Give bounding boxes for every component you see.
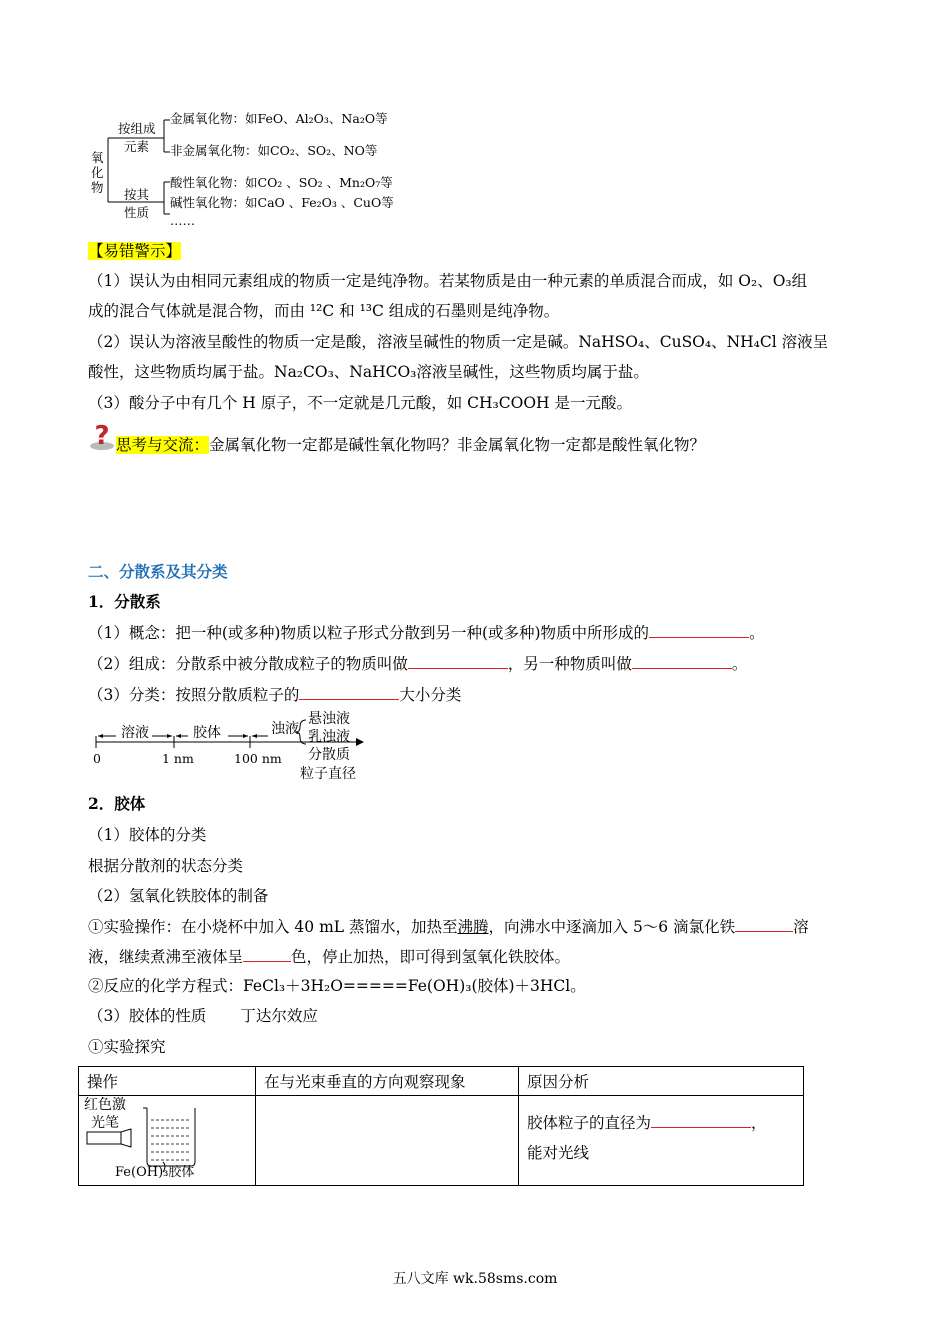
table-row: [79, 1096, 804, 1186]
reason-line-2: 能对光线: [527, 1144, 590, 1162]
laser-label-1: 红色激: [84, 1097, 126, 1113]
colloid-c6: ②反应的化学方程式：FeCl₃＋3H₂O=====Fe(OH)₃(胶体)＋3HCl。: [88, 977, 586, 995]
colloid-heading: 2．胶体: [88, 794, 146, 813]
metal-oxide-item: 金属氧化物：如FeO、Al₂O₃、Na₂O等: [170, 111, 388, 126]
blank-2[interactable]: [408, 652, 508, 669]
header-operation: 操作: [79, 1067, 256, 1096]
colloid-label: 胶体: [193, 725, 221, 741]
blank-6[interactable]: [243, 945, 291, 962]
colloid-c7: （3）胶体的性质 丁达尔效应: [88, 1007, 318, 1025]
tick-1nm: 1 nm: [162, 751, 194, 766]
warning-p2a: （2）误认为溶液呈酸性的物质一定是酸，溶液呈碱性的物质一定是碱。NaHSO₄、CuSO₄、NH₄Cl 溶液呈: [88, 333, 829, 351]
colloid-c4: ①实验操作：在小烧杯中加入 40 mL 蒸馏水，加热至沸腾，向沸水中逐滴加入 5～6 滴氯化铁 溶: [88, 915, 809, 938]
question-mark-icon: [88, 422, 116, 452]
warning-p1a: （1）误认为由相同元素组成的物质一定是纯净物。若某物质是由一种元素的单质混合而成，如 O₂、O₃组: [88, 272, 808, 290]
blank-1[interactable]: [649, 621, 749, 638]
colloid-c3: （2）氢氧化铁胶体的制备: [88, 887, 269, 905]
ellipsis-item: ……: [170, 213, 195, 228]
solution-label: 溶液: [121, 725, 149, 741]
classification-line: （3）分类：按照分散质粒子的 大小分类: [88, 683, 461, 706]
warning-p2b: 酸性，这些物质均属于盐。Na₂CO₃、NaHCO₃溶液呈碱性，这些物质均属于盐。: [88, 363, 649, 381]
oxide-root-label: 氧化物: [91, 150, 104, 195]
dispersion-heading: 1．分散系: [88, 592, 161, 611]
basic-oxide-item: 碱性氧化物：如CaO 、Fe₂O₃ 、CuO等: [170, 195, 394, 210]
nonmetal-oxide-item: 非金属氧化物：如CO₂、SO₂、NO等: [170, 143, 378, 158]
warning-p1b: 成的混合气体就是混合物，而由 ¹²C 和 ¹³C 组成的石墨则是纯净物。: [88, 302, 560, 320]
beaker-label: Fe(OH)₃胶体: [115, 1165, 195, 1180]
footer-text: 五八文库 wk.58sms.com: [392, 1271, 558, 1287]
branch2-label-1: 按其: [124, 187, 150, 202]
branch1-label-1: 按组成: [118, 121, 156, 136]
laser-label-2: 光笔: [91, 1115, 119, 1131]
header-phenomenon: 在与光束垂直的方向观察现象: [256, 1067, 519, 1096]
blank-5[interactable]: [735, 915, 793, 932]
reason-line-1: 胶体粒子的直径为 ，: [527, 1108, 795, 1138]
colloid-c2: 根据分散剂的状态分类: [88, 857, 244, 875]
acidic-oxide-item: 酸性氧化物：如CO₂ 、SO₂ 、Mn₂O₇等: [170, 175, 393, 190]
turbid-label: 浊液: [271, 721, 299, 737]
reason-cell: [519, 1096, 804, 1186]
blank-7[interactable]: [651, 1111, 751, 1128]
blank-3[interactable]: [632, 652, 732, 669]
section2-title: 二、分散系及其分类: [88, 563, 228, 581]
think-label: 思考与交流：: [116, 436, 210, 454]
warning-title: 【易错警示】: [88, 242, 182, 260]
branch2-label-2: 性质: [124, 205, 150, 220]
axis-label-2: 粒子直径: [300, 766, 356, 782]
operation-cell: [79, 1096, 256, 1186]
table-header-row: [79, 1067, 804, 1096]
warning-p3: （3）酸分子中有几个 H 原子，不一定就是几元酸，如 CH₃COOH 是一元酸。: [88, 394, 632, 412]
concept-line: （1）概念：把一种(或多种)物质以粒子形式分散到另一种(或多种)物质中所形成的 。: [88, 621, 765, 644]
think-line: [116, 434, 705, 456]
composition-line: （2）组成：分散系中被分散成粒子的物质叫做 ，另一种物质叫做 。: [88, 652, 747, 675]
suspension-label: 悬浊液: [308, 711, 350, 727]
branch1-label-2: 元素: [124, 139, 150, 154]
colloid-c5: 液，继续煮沸至液体呈 色，停止加热，即可得到氢氧化铁胶体。: [88, 945, 570, 968]
svg-text:?: ?: [94, 422, 110, 451]
axis-label-1: 分散质: [308, 747, 350, 763]
phenomenon-cell[interactable]: [256, 1096, 519, 1186]
tick-0: 0: [93, 751, 101, 766]
header-reason: 原因分析: [519, 1067, 804, 1096]
blank-4[interactable]: [299, 683, 399, 700]
experiment-table: [78, 1066, 804, 1186]
colloid-c1: （1）胶体的分类: [88, 826, 207, 844]
emulsion-label: 乳浊液: [308, 729, 350, 745]
think-text: 金属氧化物一定都是碱性氧化物吗？非金属氧化物一定都是酸性氧化物？: [209, 436, 706, 454]
tick-100nm: 100 nm: [234, 751, 282, 766]
colloid-c8: ①实验探究: [88, 1038, 166, 1056]
